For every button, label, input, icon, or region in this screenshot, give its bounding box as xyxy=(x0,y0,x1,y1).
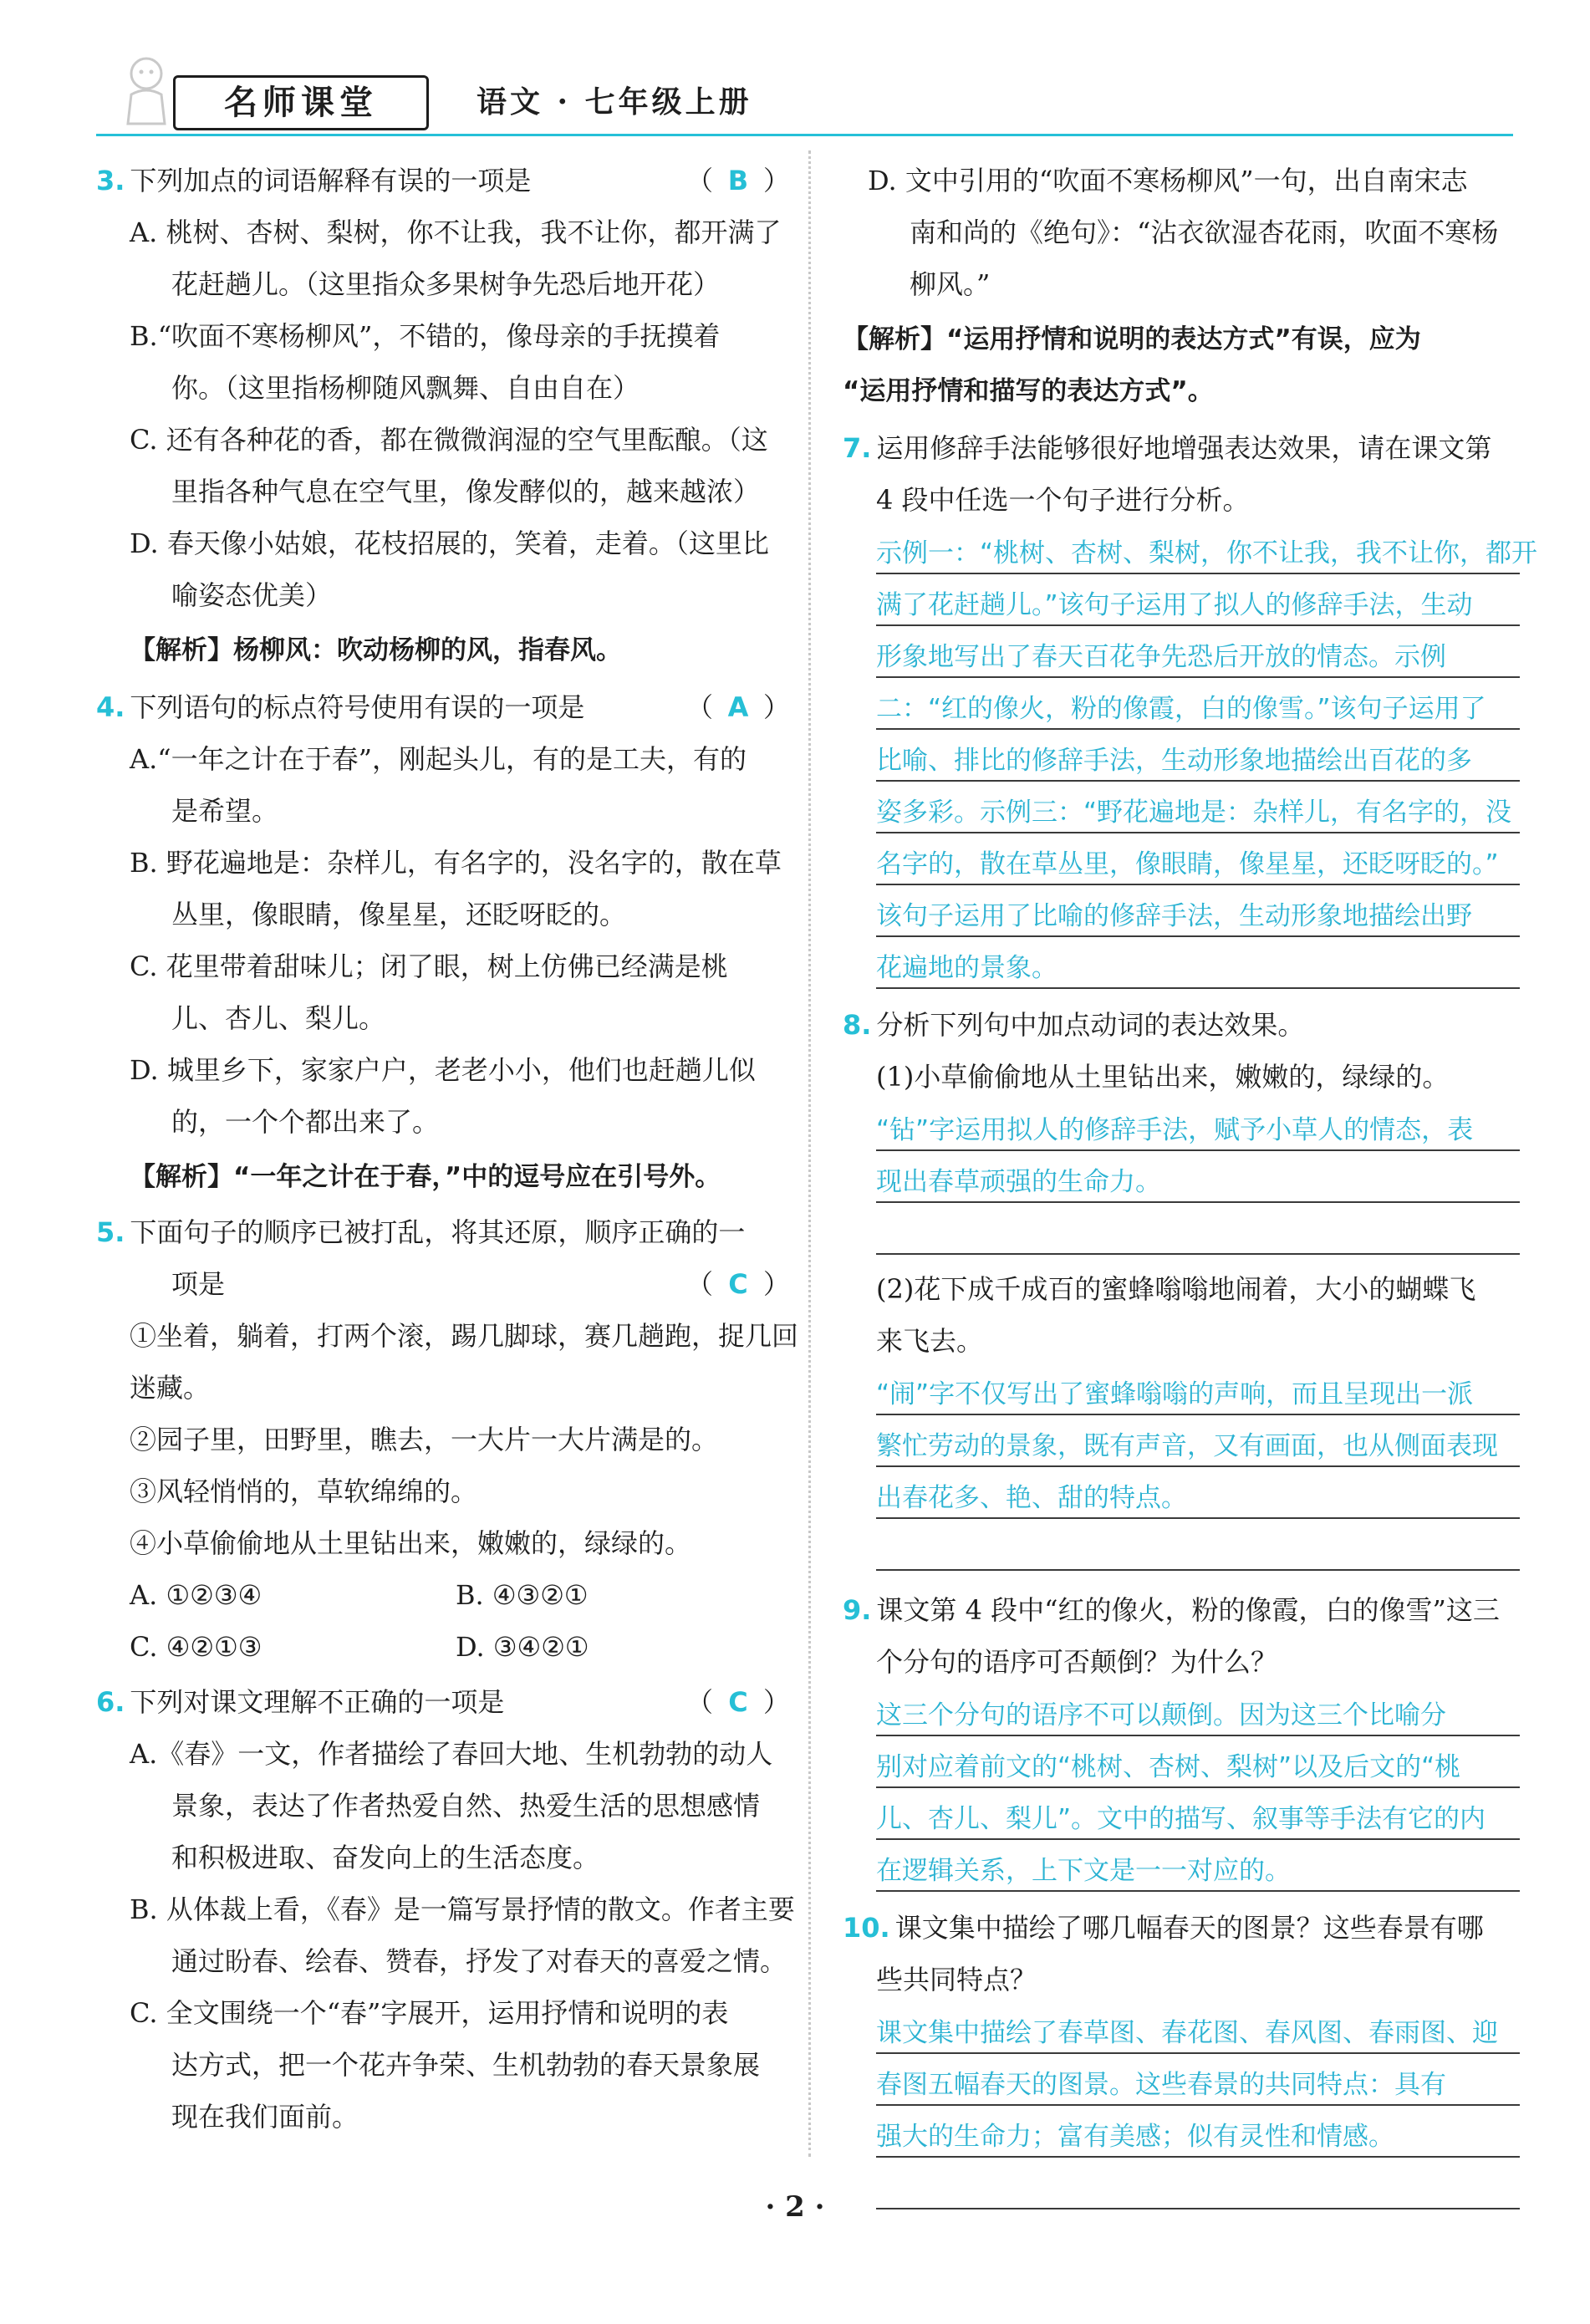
option-line: A.“一年之计在于春”，刚起头儿，有的是工夫，有的 xyxy=(130,743,747,775)
answer-rule xyxy=(876,832,1520,833)
answer-text: 形象地写出了春天百花争先恐后开放的情态。示例 xyxy=(876,642,1446,672)
answer-letter: A xyxy=(727,691,749,723)
brand-title: 名师课堂 xyxy=(173,75,429,130)
answer-rule xyxy=(876,1201,1520,1203)
answer-rule xyxy=(876,1149,1520,1151)
answer-rule xyxy=(876,2052,1520,2054)
question-5 xyxy=(96,1206,790,1258)
question-8 xyxy=(843,999,1304,1051)
option-line: 景象，表达了作者热爱自然、热爱生活的思想感情 xyxy=(171,1790,761,1822)
question-number: 5. xyxy=(96,1216,125,1248)
answer-text: 在逻辑关系，上下文是一一对应的。 xyxy=(876,1856,1291,1886)
option-line: 丛里，像眼睛，像星星，还眨呀眨的。 xyxy=(171,899,627,930)
question-stem: 课文集中描绘了哪几幅春天的图景？这些春景有哪 xyxy=(894,1912,1484,1944)
answer-text: 该句子运用了比喻的修辞手法，生动形象地描绘出野 xyxy=(876,901,1472,931)
answer-text: 现出春草顽强的生命力。 xyxy=(876,1167,1161,1197)
column-divider xyxy=(808,150,811,2157)
option-line: B. 从体裁上看，《春》是一篇写景抒情的散文。作者主要 xyxy=(130,1893,795,1925)
option-line: 和积极进取、奋发向上的生活态度。 xyxy=(171,1842,600,1873)
question-number: 8. xyxy=(843,1009,872,1041)
answer-rule xyxy=(876,935,1520,937)
answer-rule xyxy=(876,2208,1520,2209)
question-stem-cont: 4 段中任选一个句子进行分析。 xyxy=(876,484,1250,516)
answer-rule xyxy=(876,1253,1520,1255)
sub-question-2: (2)花下成千成百的蜜蜂嗡嗡地闹着，大小的蝴蝶飞 xyxy=(876,1273,1476,1305)
option-line: 通过盼春、绘春、赞春，抒发了对春天的喜爱之情。 xyxy=(171,1945,787,1977)
answer-rule xyxy=(876,1569,1520,1571)
question-stem: 下列语句的标点符号使用有误的一项是 xyxy=(130,691,585,723)
sentence-line: ④小草偷偷地从土里钻出来，嫩嫩的，绿绿的。 xyxy=(130,1527,692,1559)
option-line: 南和尚的《绝句》：“沾衣欲湿杏花雨，吹面不寒杨 xyxy=(910,217,1499,248)
option-d: D. ③④②① xyxy=(456,1631,589,1663)
option-line: A.《春》一文，作者描绘了春回大地、生机勃勃的动人 xyxy=(130,1738,773,1770)
answer-letter: C xyxy=(728,1686,748,1718)
answer-rule xyxy=(876,1465,1520,1467)
answer-text: 这三个分句的语序不可以颠倒。因为这三个比喻分 xyxy=(876,1700,1446,1730)
question-stem: 下列加点的词语解释有误的一项是 xyxy=(130,165,532,196)
answer-text: 满了花赶趟儿。”该句子运用了拟人的修辞手法，生动 xyxy=(876,590,1473,620)
question-stem: 下面句子的顺序已被打乱，将其还原，顺序正确的一 xyxy=(130,1216,746,1248)
answer-text: 比喻、排比的修辞手法，生动形象地描绘出百花的多 xyxy=(876,746,1472,776)
answer-bracket: （ B ） xyxy=(686,155,790,206)
question-stem: 下列对课文理解不正确的一项是 xyxy=(130,1686,505,1718)
answer-text: 名字的，散在草丛里，像眼睛，像星星，还眨呀眨的。” xyxy=(876,849,1499,879)
answer-text: 别对应着前文的“桃树、杏树、梨树”以及后文的“桃 xyxy=(876,1752,1461,1782)
book-title: 语文 · 七年级上册 xyxy=(476,84,752,120)
question-stem: 运用修辞手法能够很好地增强表达效果，请在课文第 xyxy=(876,432,1492,464)
analysis-note: 【解析】“运用抒情和说明的表达方式”有误，应为 xyxy=(843,324,1421,354)
sub-question-2-cont: 来飞去。 xyxy=(876,1325,984,1357)
question-number: 3. xyxy=(96,165,125,196)
option-line: 是希望。 xyxy=(171,795,279,827)
option-line: 柳风。” xyxy=(910,268,991,300)
answer-rule xyxy=(876,884,1520,885)
answer-bracket: （ C ） xyxy=(686,1258,790,1310)
option-line: D. 春天像小姑娘，花枝招展的，笑着，走着。（这里比 xyxy=(130,527,769,559)
question-number: 4. xyxy=(96,691,125,723)
page-number: · 2 · xyxy=(765,2190,825,2224)
answer-rule xyxy=(876,676,1520,678)
answer-text: “钻”字运用拟人的修辞手法，赋予小草人的情态，表 xyxy=(876,1115,1474,1145)
answer-rule xyxy=(876,624,1520,626)
option-line: C. 全文围绕一个“春”字展开，运用抒情和说明的表 xyxy=(130,1997,729,2029)
option-c: C. ④②①③ xyxy=(130,1631,262,1663)
answer-text: 繁忙劳动的景象，既有声音，又有画面，也从侧面表现 xyxy=(876,1431,1498,1461)
option-line: 里指各种气息在空气里，像发酵似的，越来越浓） xyxy=(171,476,761,507)
answer-rule xyxy=(876,2156,1520,2158)
option-line: 你。（这里指杨柳随风飘舞、自由自在） xyxy=(171,372,640,404)
answer-rule xyxy=(876,728,1520,730)
option-line: C. 还有各种花的香，都在微微润湿的空气里酝酿。（这 xyxy=(130,424,768,456)
answer-rule xyxy=(876,780,1520,782)
answer-text: 姿多彩。示例三：“野花遍地是：杂样儿，有名字的，没 xyxy=(876,798,1512,828)
option-line: D. 文中引用的“吹面不寒杨柳风”一句，出自南宋志 xyxy=(868,165,1468,196)
option-line: 达方式，把一个花卉争荣、生机勃勃的春天景象展 xyxy=(171,2049,761,2081)
answer-rule xyxy=(876,1838,1520,1840)
question-number: 10. xyxy=(843,1912,890,1944)
question-number: 7. xyxy=(843,432,872,464)
analysis-note: 【解析】杨柳风：吹动杨柳的风，指春风。 xyxy=(130,635,622,665)
page-header xyxy=(96,67,1513,134)
answer-letter: B xyxy=(727,165,749,196)
question-number: 6. xyxy=(96,1686,125,1718)
answer-text: 强大的生命力；富有美感；似有灵性和情感。 xyxy=(876,2122,1394,2152)
sub-question-1: (1)小草偷偷地从土里钻出来，嫩嫩的，绿绿的。 xyxy=(876,1061,1450,1093)
answer-rule xyxy=(876,573,1520,574)
question-stem-cont: 些共同特点？ xyxy=(876,1964,1037,1995)
option-line: B.“吹面不寒杨柳风”，不错的，像母亲的手抚摸着 xyxy=(130,320,721,352)
analysis-note: 【解析】“一年之计在于春，”中的逗号应在引号外。 xyxy=(130,1162,721,1192)
option-line: A. 桃树、杏树、梨树，你不让我，我不让你，都开满了 xyxy=(130,217,782,248)
answer-text: “闹”字不仅写出了蜜蜂嗡嗡的声响，而且呈现出一派 xyxy=(876,1379,1474,1409)
answer-rule xyxy=(876,1786,1520,1788)
answer-text: 花遍地的景象。 xyxy=(876,953,1057,983)
option-line: D. 城里乡下，家家户户，老老小小，他们也赶趟儿似 xyxy=(130,1054,756,1086)
question-stem-cont: 项是 xyxy=(171,1268,226,1300)
option-line: 儿、杏儿、梨儿。 xyxy=(171,1002,386,1034)
answer-text: 二：“红的像火，粉的像霞，白的像雪。”该句子运用了 xyxy=(876,694,1486,724)
answer-text: 示例一：“桃树、杏树、梨树，你不让我，我不让你，都开 xyxy=(876,538,1538,568)
answer-rule xyxy=(876,987,1520,989)
question-7 xyxy=(843,422,1491,474)
option-line: 的，一个个都出来了。 xyxy=(171,1106,440,1138)
question-10 xyxy=(843,1902,1484,1954)
answer-rule xyxy=(876,1517,1520,1519)
answer-rule xyxy=(876,1414,1520,1415)
answer-text: 课文集中描绘了春草图、春花图、春风图、春雨图、迎 xyxy=(876,2018,1498,2048)
answer-rule xyxy=(876,1890,1520,1892)
answer-rule xyxy=(876,2104,1520,2106)
option-b: B. ④③②① xyxy=(456,1579,589,1611)
sentence-line: 迷藏。 xyxy=(130,1372,211,1404)
question-stem: 分析下列句中加点动词的表达效果。 xyxy=(876,1009,1305,1041)
question-number: 9. xyxy=(843,1594,872,1626)
question-stem: 课文第 4 段中“红的像火，粉的像霞，白的像雪”这三 xyxy=(876,1594,1500,1626)
answer-text: 春图五幅春天的图景。这些春景的共同特点：具有 xyxy=(876,2070,1446,2100)
answer-letter: C xyxy=(728,1268,748,1300)
sentence-line: ③风轻悄悄的，草软绵绵的。 xyxy=(130,1475,478,1507)
sentence-line: ②园子里，田野里，瞧去，一大片一大片满是的。 xyxy=(130,1424,719,1455)
analysis-note: “运用抒情和描写的表达方式”。 xyxy=(843,376,1214,406)
option-line: C. 花里带着甜味儿；闭了眼，树上仿佛已经满是桃 xyxy=(130,950,728,982)
option-line: 喻姿态优美） xyxy=(171,579,333,611)
question-9 xyxy=(843,1584,1500,1636)
option-a: A. ①②③④ xyxy=(130,1579,262,1611)
answer-bracket: （ C ） xyxy=(686,1676,790,1728)
answer-rule xyxy=(876,1735,1520,1736)
option-line: B. 野花遍地是：杂样儿，有名字的，没名字的，散在草 xyxy=(130,847,782,879)
question-stem-cont: 个分句的语序可否颠倒？为什么？ xyxy=(876,1646,1278,1678)
header-rule xyxy=(96,134,1513,136)
answer-text: 出春花多、艳、甜的特点。 xyxy=(876,1483,1187,1513)
answer-text: 儿、杏儿、梨儿”。文中的描写、叙事等手法有它的内 xyxy=(876,1804,1486,1834)
option-line: 花赶趟儿。（这里指众多果树争先恐后地开花） xyxy=(171,268,721,300)
answer-bracket: （ A ） xyxy=(686,681,790,733)
option-line: 现在我们面前。 xyxy=(171,2101,359,2133)
sentence-line: ①坐着，躺着，打两个滚，踢几脚球，赛几趟跑，捉几回 xyxy=(130,1320,799,1352)
